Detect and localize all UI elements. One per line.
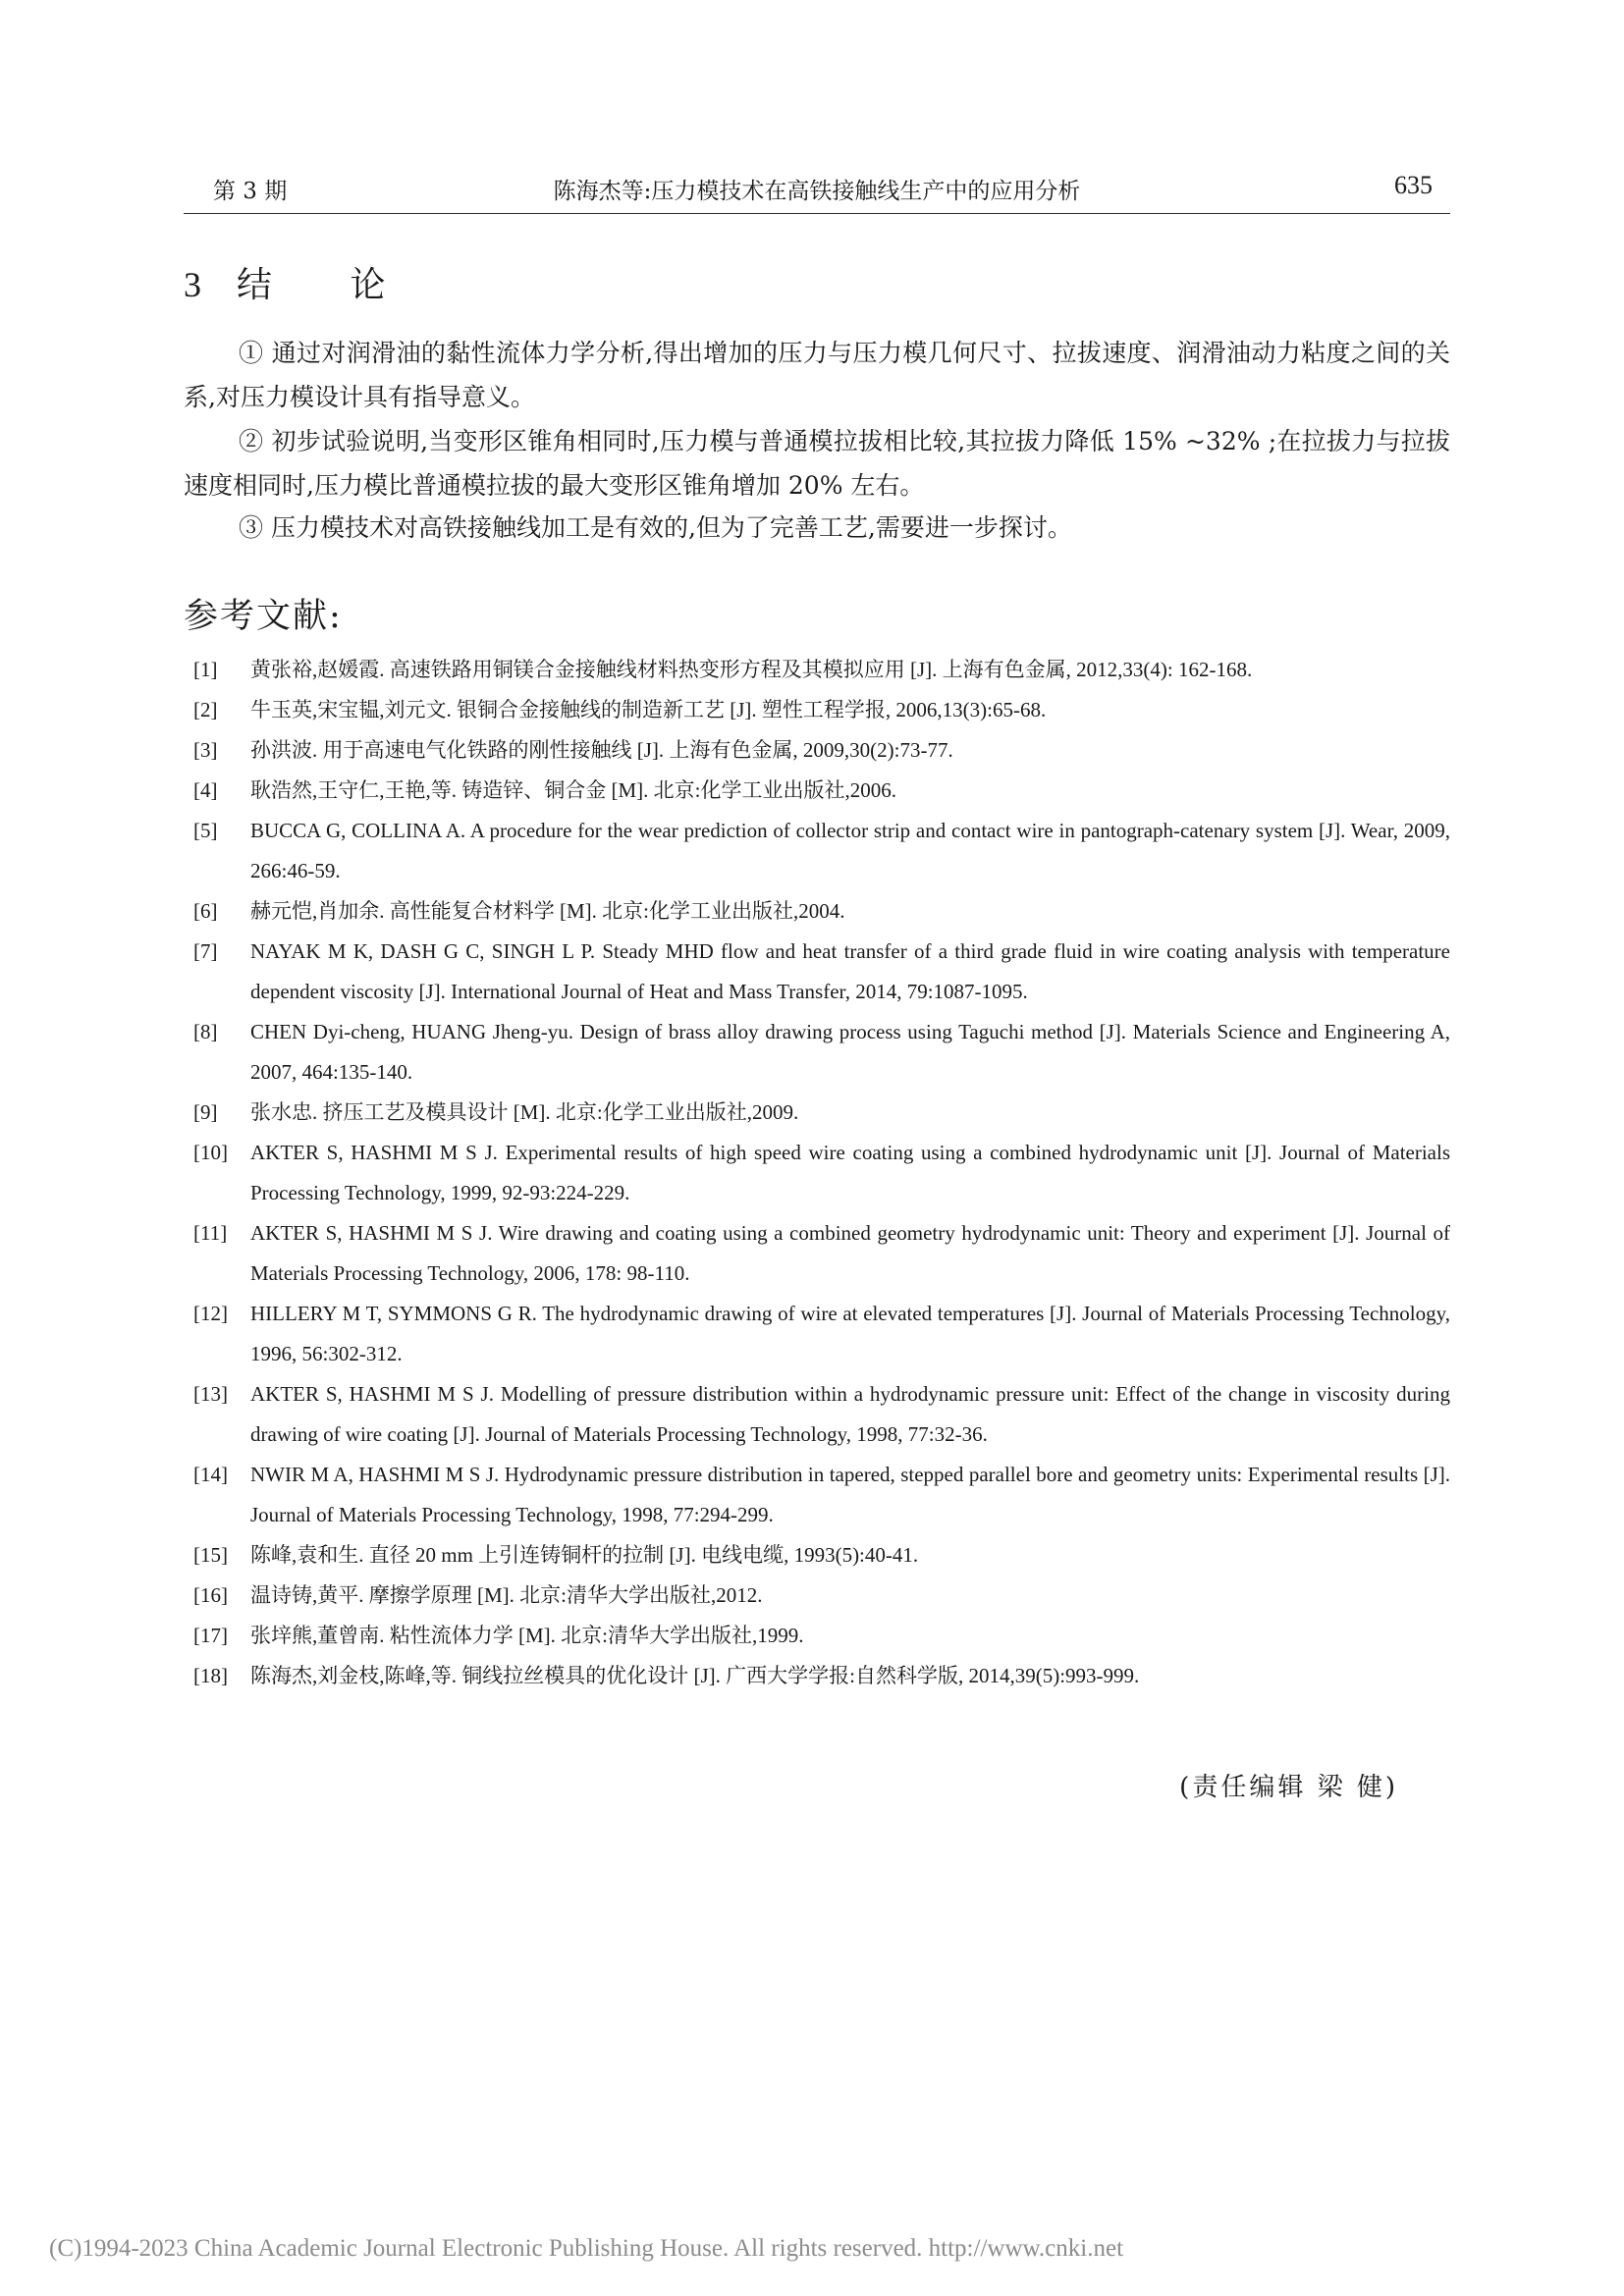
reference-item	[184, 730, 1450, 771]
reference-text: 黄张裕,赵媛霞. 高速铁路用铜镁合金接触线材料热变形方程及其模拟应用 [J]. 上海有色金属, 2012,33(4): 162-168.	[250, 658, 1253, 681]
reference-item	[184, 891, 1450, 932]
reference-item	[184, 1294, 1450, 1374]
reference-index: [2]	[193, 698, 218, 721]
reference-index: [15]	[193, 1543, 228, 1567]
reference-text: AKTER S, HASHMI M S J. Modelling of pressure distribution within a hydrodynamic pressure unit: Effect of the change in viscosity during drawing of wire coating [J]. Journal of Materials Processing Technology, 1998, 77:32-36.	[250, 1382, 1450, 1446]
reference-index: [11]	[193, 1221, 228, 1245]
reference-index: [12]	[193, 1302, 228, 1325]
reference-item	[184, 1455, 1450, 1535]
reference-item	[184, 650, 1450, 690]
reference-text: NWIR M A, HASHMI M S J. Hydrodynamic pressure distribution in tapered, stepped parallel bore and geometry units: Experimental results [J]. Journal of Materials Processing Technology, 1998, 77:294-299.	[250, 1463, 1450, 1526]
reference-index: [1]	[193, 658, 218, 681]
reference-text: NAYAK M K, DASH G C, SINGH L P. Steady MHD flow and heat transfer of a third grade fluid in wire coating analysis with temperature dependent viscosity [J]. International Journal of Heat and Mass Transfer, 2014, 79:1087-1095.	[250, 939, 1450, 1003]
reference-index: [9]	[193, 1100, 218, 1124]
reference-item	[184, 1616, 1450, 1656]
reference-text: 陈峰,袁和生. 直径 20 mm 上引连铸铜杆的拉制 [J]. 电线电缆, 1993(5):40-41.	[250, 1543, 919, 1567]
section-number: 3	[184, 265, 203, 304]
header-divider	[184, 213, 1450, 214]
reference-index: [6]	[193, 899, 218, 923]
reference-text: AKTER S, HASHMI M S J. Experimental results of high speed wire coating using a combined hydrodynamic unit [J]. Journal of Materials Processing Technology, 1999, 92-93:224-229.	[250, 1141, 1450, 1204]
page-number: 635	[1394, 171, 1433, 199]
reference-index: [13]	[193, 1382, 228, 1406]
reference-text: AKTER S, HASHMI M S J. Wire drawing and coating using a combined geometry hydrodynamic unit: Theory and experiment [J]. Journal of Materials Processing Technology, 2006, 178: 98-110.	[250, 1221, 1450, 1285]
reference-text: HILLERY M T, SYMMONS G R. The hydrodynamic drawing of wire at elevated temperatures [J]. Journal of Materials Processing Technology, 1996, 56:302-312.	[250, 1302, 1450, 1365]
reference-index: [14]	[193, 1463, 228, 1486]
reference-index: [16]	[193, 1583, 228, 1607]
section-heading	[184, 257, 418, 307]
reference-text: 赫元恺,肖加余. 高性能复合材料学 [M]. 北京:化学工业出版社,2004.	[250, 899, 845, 923]
reference-item	[184, 811, 1450, 891]
conclusion-paragraph-1: ① 通过对润滑油的黏性流体力学分析,得出增加的压力与压力模几何尺寸、拉拔速度、润滑油动力粘度之间的关系,对压力模设计具有指导意义。	[184, 339, 1450, 411]
reference-item	[184, 1093, 1450, 1133]
conclusion-paragraph-2: ② 初步试验说明,当变形区锥角相同时,压力模与普通模拉拔相比较,其拉拔力降低 15% ~32% ;在拉拔力与拉拔速度相同时,压力模比普通模拉拔的最大变形区锥角增加 20% 左右。	[184, 427, 1450, 500]
references-heading: 参考文献:	[184, 597, 343, 636]
reference-index: [8]	[193, 1020, 218, 1043]
reference-text: 温诗铸,黄平. 摩擦学原理 [M]. 北京:清华大学出版社,2012.	[250, 1583, 763, 1607]
reference-text: BUCCA G, COLLINA A. A procedure for the wear prediction of collector strip and contact wire in pantograph-catenary system [J]. Wear, 2009, 266:46-59.	[250, 819, 1450, 882]
reference-item	[184, 932, 1450, 1012]
section-title: 结 论	[237, 265, 419, 305]
conclusion-paragraph-3: ③ 压力模技术对高铁接触线加工是有效的,但为了完善工艺,需要进一步探讨。	[239, 513, 1072, 542]
reference-text: CHEN Dyi-cheng, HUANG Jheng-yu. Design of brass alloy drawing process using Taguchi method [J]. Materials Science and Engineering A, 2007, 464:135-140.	[250, 1020, 1450, 1084]
reference-index: [7]	[193, 939, 218, 963]
reference-item	[184, 1133, 1450, 1213]
reference-text: 牛玉英,宋宝韫,刘元文. 银铜合金接触线的制造新工艺 [J]. 塑性工程学报, 2006,13(3):65-68.	[250, 698, 1047, 721]
copyright-footer: (C)1994-2023 China Academic Journal Electronic Publishing House. All rights reserved. http://www.cnki.net	[49, 2235, 1124, 2262]
reference-text: 耿浩然,王守仁,王艳,等. 铸造锌、铜合金 [M]. 北京:化学工业出版社,2006.	[250, 778, 896, 802]
reference-text: 张垶熊,董曾南. 粘性流体力学 [M]. 北京:清华大学出版社,1999.	[250, 1624, 804, 1647]
reference-text: 陈海杰,刘金枝,陈峰,等. 铜线拉丝模具的优化设计 [J]. 广西大学学报:自然科学版, 2014,39(5):993-999.	[250, 1664, 1140, 1687]
reference-item	[184, 690, 1450, 730]
reference-list	[184, 650, 1450, 1696]
reference-index: [3]	[193, 738, 218, 762]
reference-item	[184, 1656, 1450, 1696]
reference-item	[184, 1213, 1450, 1294]
page-header	[184, 169, 1450, 208]
running-title: 陈海杰等:压力模技术在高铁接触线生产中的应用分析	[553, 179, 1081, 204]
reference-item	[184, 1374, 1450, 1455]
reference-item	[184, 771, 1450, 811]
issue-label: 第 3 期	[213, 179, 288, 204]
reference-index: [10]	[193, 1141, 228, 1164]
reference-text: 孙洪波. 用于高速电气化铁路的刚性接触线 [J]. 上海有色金属, 2009,30(2):73-77.	[250, 738, 953, 762]
reference-index: [17]	[193, 1624, 228, 1647]
reference-index: [18]	[193, 1664, 228, 1687]
reference-item	[184, 1012, 1450, 1093]
reference-item	[184, 1535, 1450, 1575]
reference-index: [5]	[193, 819, 218, 842]
reference-text: 张水忠. 挤压工艺及模具设计 [M]. 北京:化学工业出版社,2009.	[250, 1100, 799, 1124]
reference-index: [4]	[193, 778, 218, 802]
editor-note: (责任编辑 梁 健)	[1179, 1773, 1398, 1802]
reference-item	[184, 1575, 1450, 1616]
